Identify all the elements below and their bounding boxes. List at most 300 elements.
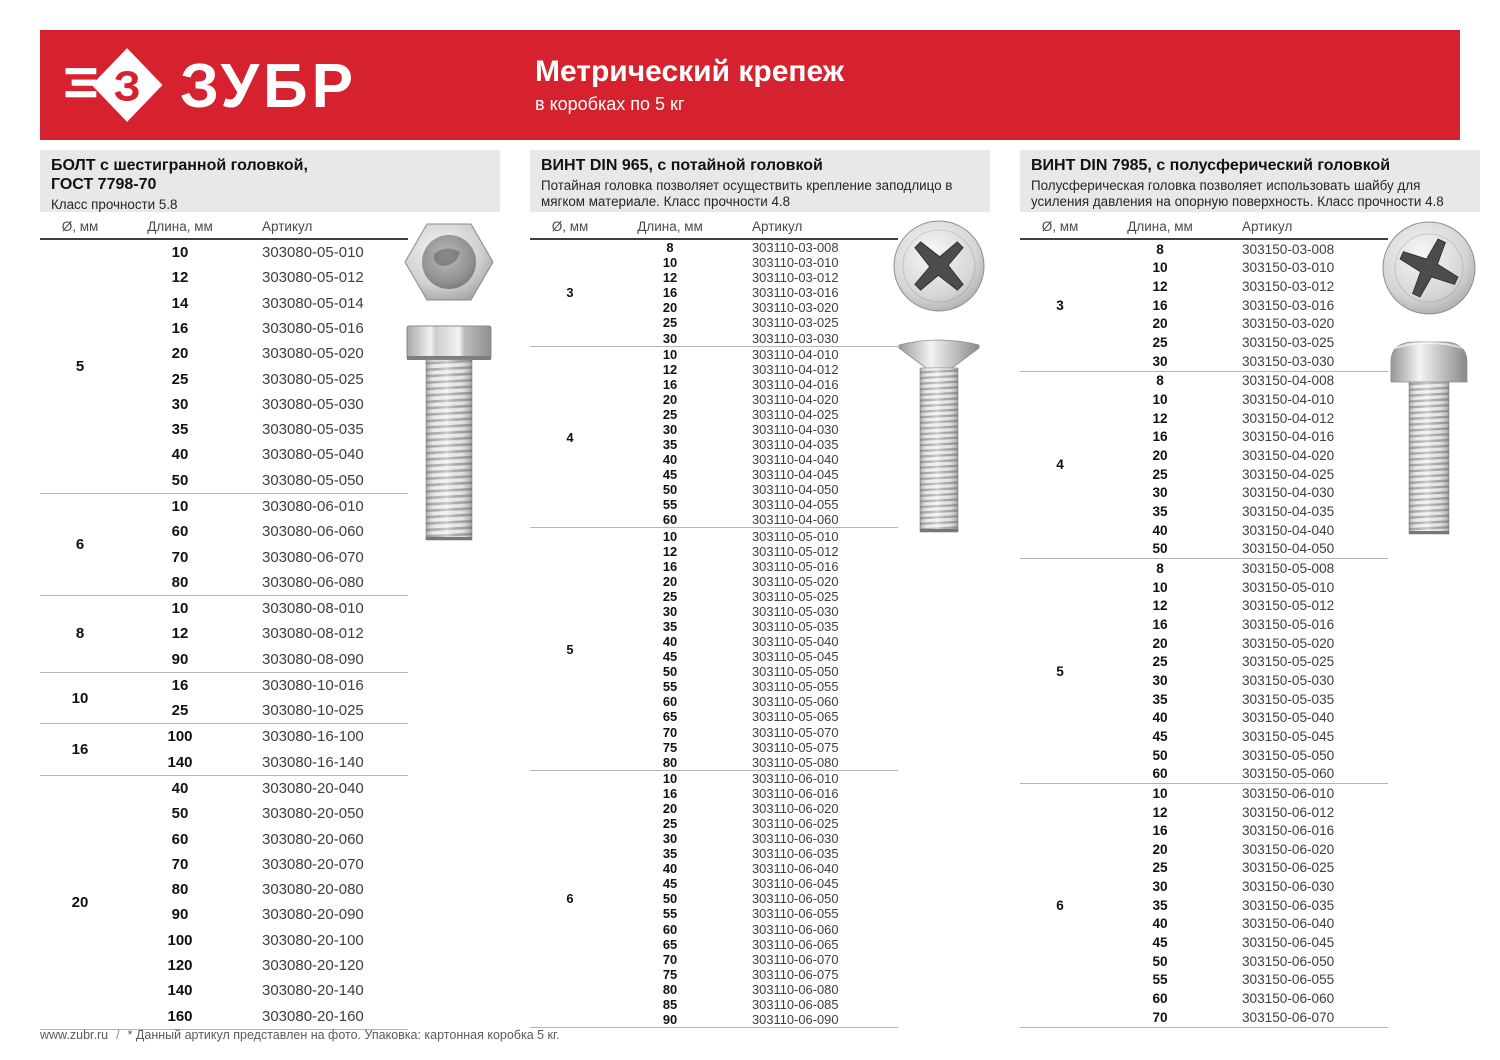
table-row [1100,784,1388,803]
article-value: 303150-06-012 [1242,804,1335,820]
article-value: 303080-05-012 [262,269,364,287]
hex-bolt-photo [400,214,498,546]
article-value: 303150-05-050 [1242,747,1335,763]
table-row [120,417,408,442]
length-value: 25 [171,370,189,388]
table-row [1100,915,1388,934]
length-value: 16 [662,558,678,574]
article-value: 303080-20-140 [262,982,364,1000]
table-row [610,240,898,255]
article-value: 303150-04-035 [1242,504,1335,520]
diameter-value: 6 [566,891,574,907]
article-value: 303110-04-025 [752,406,839,422]
table-row [120,978,408,1003]
table-row [1100,896,1388,915]
table-row [1100,390,1388,409]
diameter-group [40,240,408,493]
table-row [120,494,408,519]
page-footer [40,1028,560,1042]
table-row [610,816,898,831]
table-row [610,437,898,452]
table-row [120,776,408,801]
table-row [120,316,408,341]
article-value: 303110-04-020 [752,391,839,407]
article-value: 303110-03-030 [752,330,839,346]
length-value: 10 [1152,392,1168,408]
table-row [1100,652,1388,671]
table-row [1100,315,1388,334]
table-row [610,467,898,482]
article-value: 303150-03-020 [1242,316,1335,332]
length-value: 10 [662,255,678,271]
length-value: 65 [662,936,678,952]
table-row [120,392,408,417]
length-value: 16 [662,285,678,301]
article-value: 303080-05-020 [262,345,364,363]
diameter-value: 4 [1056,457,1064,473]
table-title: ВИНТ DIN 965, с потайной головкой [541,157,823,174]
table-row [1100,877,1388,896]
article-value: 303080-06-010 [262,497,364,515]
article-value: 303110-06-035 [752,846,839,862]
table-row [120,366,408,391]
length-value: 40 [662,452,678,468]
diameter-value: 5 [75,357,85,375]
article-value: 303110-03-016 [752,285,839,301]
length-value: 50 [1152,953,1168,969]
table-row [1100,708,1388,727]
table-row [120,240,408,265]
article-value: 303080-05-010 [262,244,364,262]
length-value: 50 [171,471,189,489]
table-row [1100,409,1388,428]
page-title-block [535,55,844,115]
length-value: 25 [662,406,678,422]
table-row [120,544,408,569]
length-value: 60 [662,512,678,528]
length-value: 90 [662,1012,678,1028]
table-row [610,740,898,755]
diameter-group [530,240,898,346]
article-value: 303080-08-090 [262,650,364,668]
diameter-group [530,346,898,528]
article-value: 303080-10-025 [262,702,364,720]
article-value: 303150-04-040 [1242,522,1335,538]
article-value: 303080-20-070 [262,855,364,873]
table-row [1100,989,1388,1008]
col-header-length: Длина, мм [637,218,703,234]
article-value: 303110-06-070 [752,951,839,967]
article-value: 303150-06-035 [1242,897,1335,913]
length-value: 16 [1152,297,1168,313]
length-value: 40 [171,780,189,798]
article-value: 303110-06-075 [752,966,839,982]
length-value: 8 [666,240,674,256]
article-value: 303080-20-040 [262,780,364,798]
page-subtitle: в коробках по 5 кг [535,94,685,114]
table-row [610,649,898,664]
length-value: 25 [1152,335,1168,351]
table-row [610,407,898,422]
col-header-length: Длина, мм [147,218,213,234]
table-title: ВИНТ DIN 7985, с полусферический головкой [1031,157,1391,174]
length-value: 35 [1152,504,1168,520]
table-row [120,596,408,621]
article-value: 303150-05-040 [1242,710,1335,726]
article-value: 303150-05-030 [1242,672,1335,688]
article-value: 303150-03-012 [1242,279,1335,295]
article-value: 303150-05-016 [1242,616,1335,632]
table-row [610,709,898,724]
length-value: 10 [171,600,189,618]
article-value: 303080-20-100 [262,931,364,949]
col-header-diameter: Ø, мм [551,218,589,234]
table-row [610,801,898,816]
article-value: 303110-06-050 [752,891,839,907]
length-value: 16 [171,319,189,337]
column-headers [40,214,408,240]
article-value: 303150-06-016 [1242,823,1335,839]
article-value: 303080-05-050 [262,471,364,489]
article-value: 303110-05-030 [752,603,839,619]
table-row [610,422,898,437]
table-row [610,255,898,270]
article-value: 303110-04-012 [752,361,839,377]
article-value: 303110-06-040 [752,861,839,877]
length-value: 10 [1152,579,1168,595]
article-value: 303110-06-055 [752,906,839,922]
table-row [610,362,898,377]
article-value: 303080-20-160 [262,1007,364,1025]
length-value: 12 [1152,804,1168,820]
length-value: 85 [662,996,678,1012]
table-row [610,952,898,967]
length-value: 20 [1152,316,1168,332]
header-banner [40,30,1460,140]
length-value: 80 [171,573,189,591]
table-row [610,544,898,559]
article-value: 303110-03-010 [752,255,839,271]
length-value: 20 [1152,635,1168,651]
table-row [610,589,898,604]
article-value: 303110-05-080 [752,754,839,770]
length-value: 16 [1152,823,1168,839]
article-value: 303080-05-014 [262,294,364,312]
article-value: 303150-05-045 [1242,728,1335,744]
col-header-diameter: Ø, мм [1041,218,1079,234]
length-value: 140 [167,982,193,1000]
article-value: 303150-05-035 [1242,691,1335,707]
length-value: 16 [662,376,678,392]
brand-name: ЗУБР [180,52,357,121]
article-value: 303110-05-035 [752,618,839,634]
table-row [610,574,898,589]
article-value: 303150-03-016 [1242,297,1335,313]
diameter-group [530,527,898,769]
length-value: 70 [1152,1009,1168,1025]
article-value: 303110-03-020 [752,300,839,316]
article-value: 303110-05-045 [752,649,839,665]
article-value: 303110-04-030 [752,421,839,437]
length-value: 12 [662,270,678,286]
table-row [610,846,898,861]
length-value: 75 [662,966,678,982]
svg-text:З: З [113,62,141,111]
table-row [1100,446,1388,465]
diameter-value: 8 [75,625,85,643]
length-value: 10 [171,244,189,262]
article-value: 303150-04-012 [1242,410,1335,426]
length-value: 35 [1152,897,1168,913]
article-value: 303150-04-050 [1242,541,1335,557]
table-row [120,928,408,953]
article-value: 303080-20-080 [262,881,364,899]
diameter-group [40,493,408,595]
length-value: 120 [167,957,193,975]
article-value: 303150-03-025 [1242,335,1335,351]
table-row [1100,428,1388,447]
table-row [1100,764,1388,783]
length-value: 40 [171,446,189,464]
table-row [610,392,898,407]
length-value: 90 [171,906,189,924]
length-value: 160 [167,1007,193,1025]
table-row [610,967,898,982]
length-value: 30 [662,603,678,619]
article-value: 303150-04-008 [1242,373,1335,389]
length-value: 80 [662,754,678,770]
article-value: 303110-05-050 [752,664,839,680]
table-title-box [1020,150,1480,212]
length-value: 35 [662,437,678,453]
table-row [1100,296,1388,315]
length-value: 20 [662,300,678,316]
table-din7985-screw [1020,150,1480,1028]
table-row [120,698,408,723]
article-value: 303150-06-025 [1242,860,1335,876]
length-value: 45 [662,649,678,665]
table-row [1100,502,1388,521]
article-value: 303110-06-060 [752,921,839,937]
length-value: 30 [171,395,189,413]
article-value: 303150-04-016 [1242,429,1335,445]
table-row [120,852,408,877]
article-value: 303080-06-070 [262,548,364,566]
length-value: 50 [1152,541,1168,557]
article-value: 303110-04-045 [752,467,839,483]
page-title: Метрический крепеж [535,55,845,88]
col-header-article: Артикул [1242,218,1293,234]
table-row [1100,971,1388,990]
table-row [120,265,408,290]
table-row [120,750,408,775]
length-value: 35 [171,421,189,439]
length-value: 25 [171,702,189,720]
article-value: 303080-05-040 [262,446,364,464]
length-value: 8 [1156,241,1164,257]
table-row [610,694,898,709]
table-row [1100,540,1388,559]
table-row [610,922,898,937]
table-row [610,285,898,300]
article-value: 303080-20-120 [262,957,364,975]
diameter-group [40,723,408,775]
length-value: 45 [1152,935,1168,951]
article-value: 303110-04-050 [752,482,839,498]
diameter-value: 10 [71,689,89,707]
article-value: 303150-05-025 [1242,654,1335,670]
length-value: 40 [662,634,678,650]
table-row [1100,727,1388,746]
diameter-value: 3 [566,285,574,301]
table-row [610,482,898,497]
article-value: 303080-08-010 [262,600,364,618]
length-value: 50 [662,482,678,498]
article-value: 303150-06-010 [1242,785,1335,801]
article-value: 303080-05-035 [262,421,364,439]
table-title: БОЛТ с шестигранной головкой, ГОСТ 7798-70 [51,157,308,193]
diameter-group [40,595,408,672]
table-body [40,240,408,1030]
table-row [610,512,898,527]
table-hex-bolt [40,150,500,1030]
article-value: 303150-05-060 [1242,766,1335,782]
table-row [1100,671,1388,690]
article-value: 303110-04-016 [752,376,839,392]
table-row [1100,259,1388,278]
article-value: 303080-06-060 [262,523,364,541]
article-value: 303110-04-035 [752,437,839,453]
length-value: 70 [171,548,189,566]
table-row [610,528,898,543]
table-row [610,604,898,619]
table-row [610,619,898,634]
article-value: 303150-04-020 [1242,448,1335,464]
table-row [610,831,898,846]
length-value: 50 [662,891,678,907]
length-value: 60 [171,523,189,541]
diameter-value: 4 [566,429,574,445]
diameter-value: 5 [566,641,574,657]
length-value: 35 [662,618,678,634]
diameter-value: 20 [71,893,89,911]
article-value: 303080-16-100 [262,728,364,746]
article-value: 303110-06-030 [752,831,839,847]
article-value: 303110-05-070 [752,724,839,740]
table-row [1100,1008,1388,1027]
article-value: 303080-10-016 [262,676,364,694]
article-value: 303110-04-060 [752,512,839,528]
article-value: 303150-04-010 [1242,392,1335,408]
article-value: 303110-05-055 [752,679,839,695]
article-value: 303080-08-012 [262,625,364,643]
table-row [120,647,408,672]
article-value: 303080-05-030 [262,395,364,413]
table-row [610,997,898,1012]
length-value: 8 [1156,373,1164,389]
length-value: 25 [1152,654,1168,670]
table-row [120,621,408,646]
length-value: 60 [1152,991,1168,1007]
length-value: 50 [662,664,678,680]
pan-head-screw-photo [1380,214,1478,546]
zubr-logo [64,41,357,129]
length-value: 30 [662,330,678,346]
article-value: 303150-06-030 [1242,879,1335,895]
length-value: 25 [1152,860,1168,876]
table-row [1100,333,1388,352]
length-value: 35 [1152,691,1168,707]
table-body [530,240,898,1028]
article-value: 303110-06-010 [752,770,839,786]
article-value: 303150-05-010 [1242,579,1335,595]
diameter-group [1020,240,1388,371]
length-value: 20 [662,391,678,407]
table-row [1100,596,1388,615]
length-value: 12 [1152,598,1168,614]
article-value: 303150-06-040 [1242,916,1335,932]
table-row [120,953,408,978]
article-value: 303150-06-070 [1242,1009,1335,1025]
length-value: 10 [1152,260,1168,276]
length-value: 20 [662,800,678,816]
table-row [610,679,898,694]
table-row [610,861,898,876]
col-header-article: Артикул [262,218,313,234]
diameter-value: 6 [75,535,85,553]
length-value: 10 [1152,785,1168,801]
length-value: 30 [1152,353,1168,369]
table-row [610,347,898,362]
table-row [610,330,898,345]
table-title-box [530,150,990,212]
length-value: 70 [662,951,678,967]
table-row [610,771,898,786]
length-value: 14 [171,294,189,312]
length-value: 30 [662,421,678,437]
footer-separator: / [116,1028,120,1042]
article-value: 303080-20-060 [262,830,364,848]
length-value: 40 [1152,916,1168,932]
article-value: 303080-20-050 [262,805,364,823]
article-value: 303110-05-025 [752,588,839,604]
article-value: 303110-05-040 [752,634,839,650]
length-value: 20 [662,573,678,589]
length-value: 12 [662,543,678,559]
footer-note: * Данный артикул представлен на фото. Упаковка: картонная коробка 5 кг. [127,1028,560,1042]
table-row [1100,952,1388,971]
length-value: 40 [662,861,678,877]
table-row [120,341,408,366]
table-row [610,906,898,921]
length-value: 16 [1152,616,1168,632]
table-row [1100,277,1388,296]
length-value: 45 [662,876,678,892]
col-header-diameter: Ø, мм [61,218,99,234]
length-value: 90 [171,650,189,668]
length-value: 10 [662,770,678,786]
table-body [1020,240,1388,1028]
article-value: 303110-04-040 [752,452,839,468]
length-value: 100 [167,931,193,949]
table-row [120,826,408,851]
site-link[interactable]: www.zubr.ru [40,1028,109,1042]
article-value: 303110-06-045 [752,876,839,892]
table-row [610,937,898,952]
length-value: 30 [1152,485,1168,501]
table-row [1100,859,1388,878]
length-value: 65 [662,709,678,725]
